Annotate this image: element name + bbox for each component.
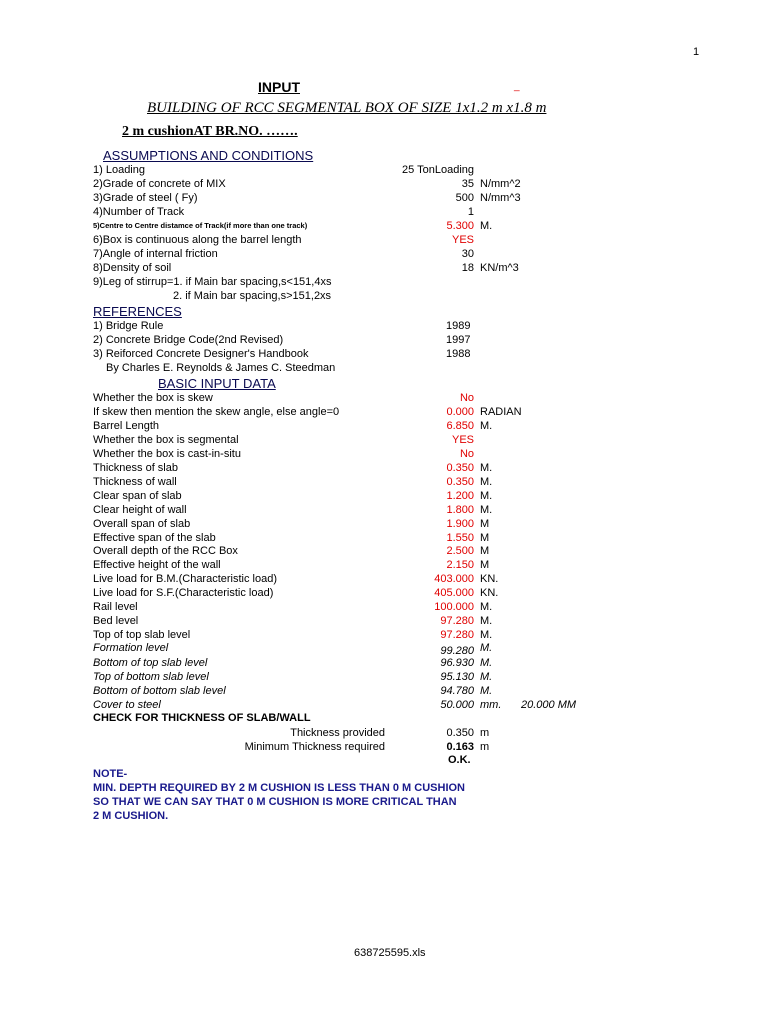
check-heading: CHECK FOR THICKNESS OF SLAB/WALL — [93, 712, 311, 724]
assumption-row-label: 1) Loading — [93, 164, 145, 176]
input-row-label: Top of top slab level — [93, 629, 191, 641]
input-row-label: Formation level — [93, 642, 169, 654]
input-row-value: 1.800 — [446, 504, 474, 516]
assumption-row-unit: N/mm^3 — [480, 192, 521, 204]
minimum-thickness-label: Minimum Thickness required — [244, 741, 385, 753]
input-row-value: No — [459, 448, 474, 460]
input-row-unit: M. — [480, 629, 493, 641]
input-row-value: 6.850 — [446, 420, 474, 432]
input-row-value: 403.000 — [434, 573, 474, 585]
input-row-label: Bottom of top slab level — [93, 657, 208, 669]
footer-filename: 638725595.xls — [354, 947, 426, 959]
input-row-label: Top of bottom slab level — [93, 671, 209, 683]
assumption-row-value: 5.300 — [446, 220, 474, 232]
input-row-unit: M. — [480, 685, 493, 697]
input-row-label: Effective height of the wall — [93, 559, 221, 571]
assumption-row-value: YES — [451, 234, 474, 246]
input-row-label: Whether the box is cast-in-situ — [93, 448, 241, 460]
assumption-row-unit: N/mm^2 — [480, 178, 521, 190]
assumption-row-value: 500 — [455, 192, 474, 204]
input-row-label: If skew then mention the skew angle, else angle=0 — [93, 406, 340, 418]
assumption-row-label: 3)Grade of steel ( Fy) — [93, 192, 198, 204]
input-row-value: No — [459, 392, 474, 404]
input-row-unit: mm. — [480, 699, 502, 711]
input-row-value: 96.930 — [440, 657, 474, 669]
input-row-label: Clear span of slab — [93, 490, 182, 502]
input-row-label: Thickness of wall — [93, 476, 177, 488]
input-row-label: Live load for S.F.(Characteristic load) — [93, 587, 274, 599]
input-row-label: Whether the box is segmental — [93, 434, 239, 446]
reference-row-label: 1) Bridge Rule — [93, 320, 164, 332]
input-row-value: YES — [451, 434, 474, 446]
input-row-unit: M. — [480, 671, 493, 683]
input-row-unit: M. — [480, 601, 493, 613]
input-row-unit: M. — [480, 420, 493, 432]
page-number: 1 — [693, 46, 700, 58]
input-row-unit: M. — [480, 504, 493, 516]
input-row-unit: RADIAN — [480, 406, 522, 418]
input-row-label: Effective span of the slab — [93, 532, 216, 544]
input-row-label: Live load for B.M.(Characteristic load) — [93, 573, 278, 585]
basic-input-heading: BASIC INPUT DATA — [158, 376, 276, 391]
note-line: MIN. DEPTH REQUIRED BY 2 M CUSHION IS LESS THAN 0 M CUSHION — [93, 782, 466, 794]
assumption-row-unit: KN/m^3 — [480, 262, 519, 274]
input-row-label: Bed level — [93, 615, 139, 627]
document-subtitle: 2 m cushionAT BR.NO. ……. — [122, 124, 298, 139]
input-row-value: 1.550 — [446, 532, 474, 544]
reference-row-year: 1988 — [446, 348, 471, 360]
note-line: 2 M CUSHION. — [93, 810, 169, 822]
assumption-row-value: 1 — [467, 206, 474, 218]
assumption-row-label: 9)Leg of stirrup=1. if Main bar spacing,s<151,4xs — [93, 276, 332, 288]
reference-row-year: 1997 — [446, 334, 471, 346]
input-row-value: 94.780 — [440, 685, 474, 697]
reference-row-label: 2) Concrete Bridge Code(2nd Revised) — [93, 334, 284, 346]
input-row-label: Overall span of slab — [93, 518, 191, 530]
input-row-unit: M. — [480, 615, 493, 627]
document-title: BUILDING OF RCC SEGMENTAL BOX OF SIZE 1x1.2 m x1.8 m — [147, 100, 547, 116]
input-row-unit: M — [480, 518, 490, 530]
input-row-label: Cover to steel — [93, 699, 161, 711]
thickness-provided-label: Thickness provided — [290, 727, 385, 739]
input-row-value: 50.000 — [440, 699, 474, 711]
red-mark: _ — [514, 81, 520, 92]
input-row-label: Barrel Length — [93, 420, 160, 432]
minimum-thickness-value: 0.163 — [446, 741, 474, 753]
input-row-value: 405.000 — [434, 587, 474, 599]
input-row-unit: M. — [480, 490, 493, 502]
input-row-unit: M. — [480, 657, 493, 669]
input-row-value: 0.000 — [446, 406, 474, 418]
input-row-label: Bottom of bottom slab level — [93, 685, 226, 697]
assumption-row-label: 2. if Main bar spacing,s>151,2xs — [173, 290, 332, 302]
assumption-row-label: 7)Angle of internal friction — [93, 248, 218, 260]
minimum-thickness-unit: m — [480, 741, 490, 753]
input-row-value: 95.130 — [440, 671, 474, 683]
assumption-row-label: 2)Grade of concrete of MIX — [93, 178, 226, 190]
assumption-row-unit: M. — [480, 220, 493, 232]
assumption-row-label: 8)Density of soil — [93, 262, 172, 274]
input-row-value: 99.280 — [440, 645, 474, 657]
input-row-unit: M. — [480, 476, 493, 488]
input-row-value: 1.200 — [446, 490, 474, 502]
assumption-row-value: 18 — [461, 262, 474, 274]
assumption-row-label: 5)Centre to Centre distamce of Track(if more than one track) — [93, 221, 308, 230]
assumption-row-label: 4)Number of Track — [93, 206, 185, 218]
thickness-provided-unit: m — [480, 727, 490, 739]
reference-authors: By Charles E. Reynolds & James C. Steedman — [106, 362, 336, 374]
input-row-unit: KN. — [480, 573, 499, 585]
input-row-value: 97.280 — [440, 629, 474, 641]
assumption-row-label: 6)Box is continuous along the barrel length — [93, 234, 302, 246]
reference-row-label: 3) Reiforced Concrete Designer's Handbook — [93, 348, 309, 360]
note-line: SO THAT WE CAN SAY THAT 0 M CUSHION IS MORE CRITICAL THAN — [93, 796, 457, 808]
check-result: O.K. — [448, 754, 471, 766]
input-row-unit: M — [480, 559, 490, 571]
input-row-unit: M — [480, 545, 490, 557]
references-heading: REFERENCES — [93, 304, 182, 319]
input-row-value: 100.000 — [434, 601, 474, 613]
input-row-unit: M — [480, 532, 490, 544]
reference-row-year: 1989 — [446, 320, 471, 332]
input-row-value: 0.350 — [446, 462, 474, 474]
assumptions-heading: ASSUMPTIONS AND CONDITIONS — [103, 148, 314, 163]
assumption-row-value: 35 — [461, 178, 474, 190]
note-heading: NOTE- — [93, 768, 128, 780]
input-row-label: Thickness of slab — [93, 462, 178, 474]
input-row-label: Rail level — [93, 601, 138, 613]
input-row-label: Overall depth of the RCC Box — [93, 545, 238, 557]
input-row-label: Clear height of wall — [93, 504, 187, 516]
input-row-value: 2.150 — [446, 559, 474, 571]
input-heading: INPUT — [258, 79, 300, 95]
input-row-unit: M. — [480, 462, 493, 474]
input-row-value: 2.500 — [446, 545, 474, 557]
input-row-value: 97.280 — [440, 615, 474, 627]
input-row-label: Whether the box is skew — [93, 392, 213, 404]
input-row-extra: 20.000 MM — [521, 699, 577, 711]
assumption-row-value: 30 — [461, 248, 474, 260]
input-row-value: 0.350 — [446, 476, 474, 488]
assumption-row-value: 25 TonLoading — [402, 164, 474, 176]
input-row-unit: KN. — [480, 587, 499, 599]
thickness-provided-value: 0.350 — [446, 727, 474, 739]
input-row-value: 1.900 — [446, 518, 474, 530]
input-row-unit: M. — [480, 642, 493, 654]
